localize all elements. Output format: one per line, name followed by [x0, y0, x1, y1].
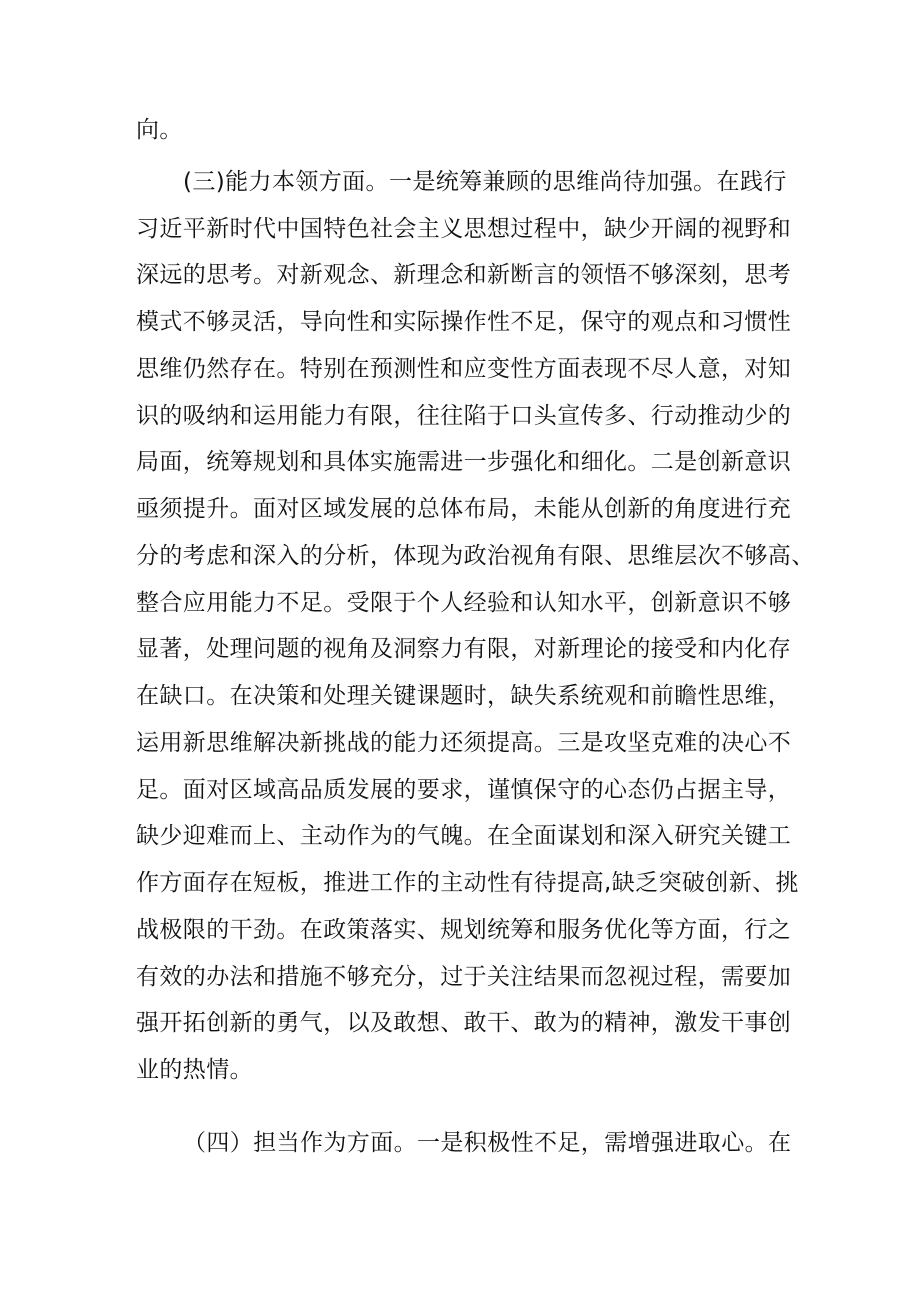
text-line: 习近平新时代中国特色社会主义思想过程中，缺少开阔的视野和	[136, 216, 792, 242]
text-line: 识的吸纳和运用能力有限，往往陷于口头宣传多、行动推动少的	[136, 403, 792, 429]
text-line: 作方面存在短板，推进工作的主动性有待提高,缺乏突破创新、挑	[136, 870, 799, 896]
text-line: 业的热情。	[136, 1057, 253, 1083]
text-line: 亟须提升。面对区域发展的总体布局，未能从创新的角度进行充	[136, 496, 792, 522]
text-line: 分的考虑和深入的分析，体现为政治视角有限、思维层次不够高、	[136, 543, 815, 569]
text-line: 向。	[136, 117, 183, 143]
text-line: 局面，统筹规划和具体实施需进一步强化和细化。二是创新意识	[136, 449, 792, 475]
text-line: 整合应用能力不足。受限于个人经验和认知水平，创新意识不够	[136, 590, 792, 616]
text-line: 战极限的干劲。在政策落实、规划统筹和服务优化等方面，行之	[136, 917, 792, 943]
section-heading-line: （四）担当作为方面。一是积极性不足，需增强进取心。在	[183, 1130, 792, 1156]
text-line: 模式不够灵活，导向性和实际操作性不足，保守的观点和习惯性	[136, 309, 792, 335]
text-line: 在缺口。在决策和处理关键课题时，缺失系统观和前瞻性思维，	[136, 683, 792, 709]
text-line: 有效的办法和措施不够充分，过于关注结果而忽视过程，需要加	[136, 964, 792, 990]
text-line: 深远的思考。对新观念、新理念和新断言的领悟不够深刻，思考	[136, 262, 792, 288]
text-line: 显著，处理问题的视角及洞察力有限，对新理论的接受和内化存	[136, 636, 792, 662]
text-line: 运用新思维解决新挑战的能力还须提高。三是攻坚克难的决心不	[136, 730, 792, 756]
section-heading-line: (三)能力本领方面。一是统筹兼顾的思维尚待加强。在践行	[183, 169, 787, 195]
text-line: 思维仍然存在。特别在预测性和应变性方面表现不尽人意，对知	[136, 356, 792, 382]
text-line: 强开拓创新的勇气，以及敢想、敢干、敢为的精神，激发干事创	[136, 1010, 792, 1036]
text-line: 足。面对区域高品质发展的要求，谨慎保守的心态仍占据主导，	[136, 777, 792, 803]
text-line: 缺少迎难而上、主动作为的气魄。在全面谋划和深入研究关键工	[136, 823, 792, 849]
